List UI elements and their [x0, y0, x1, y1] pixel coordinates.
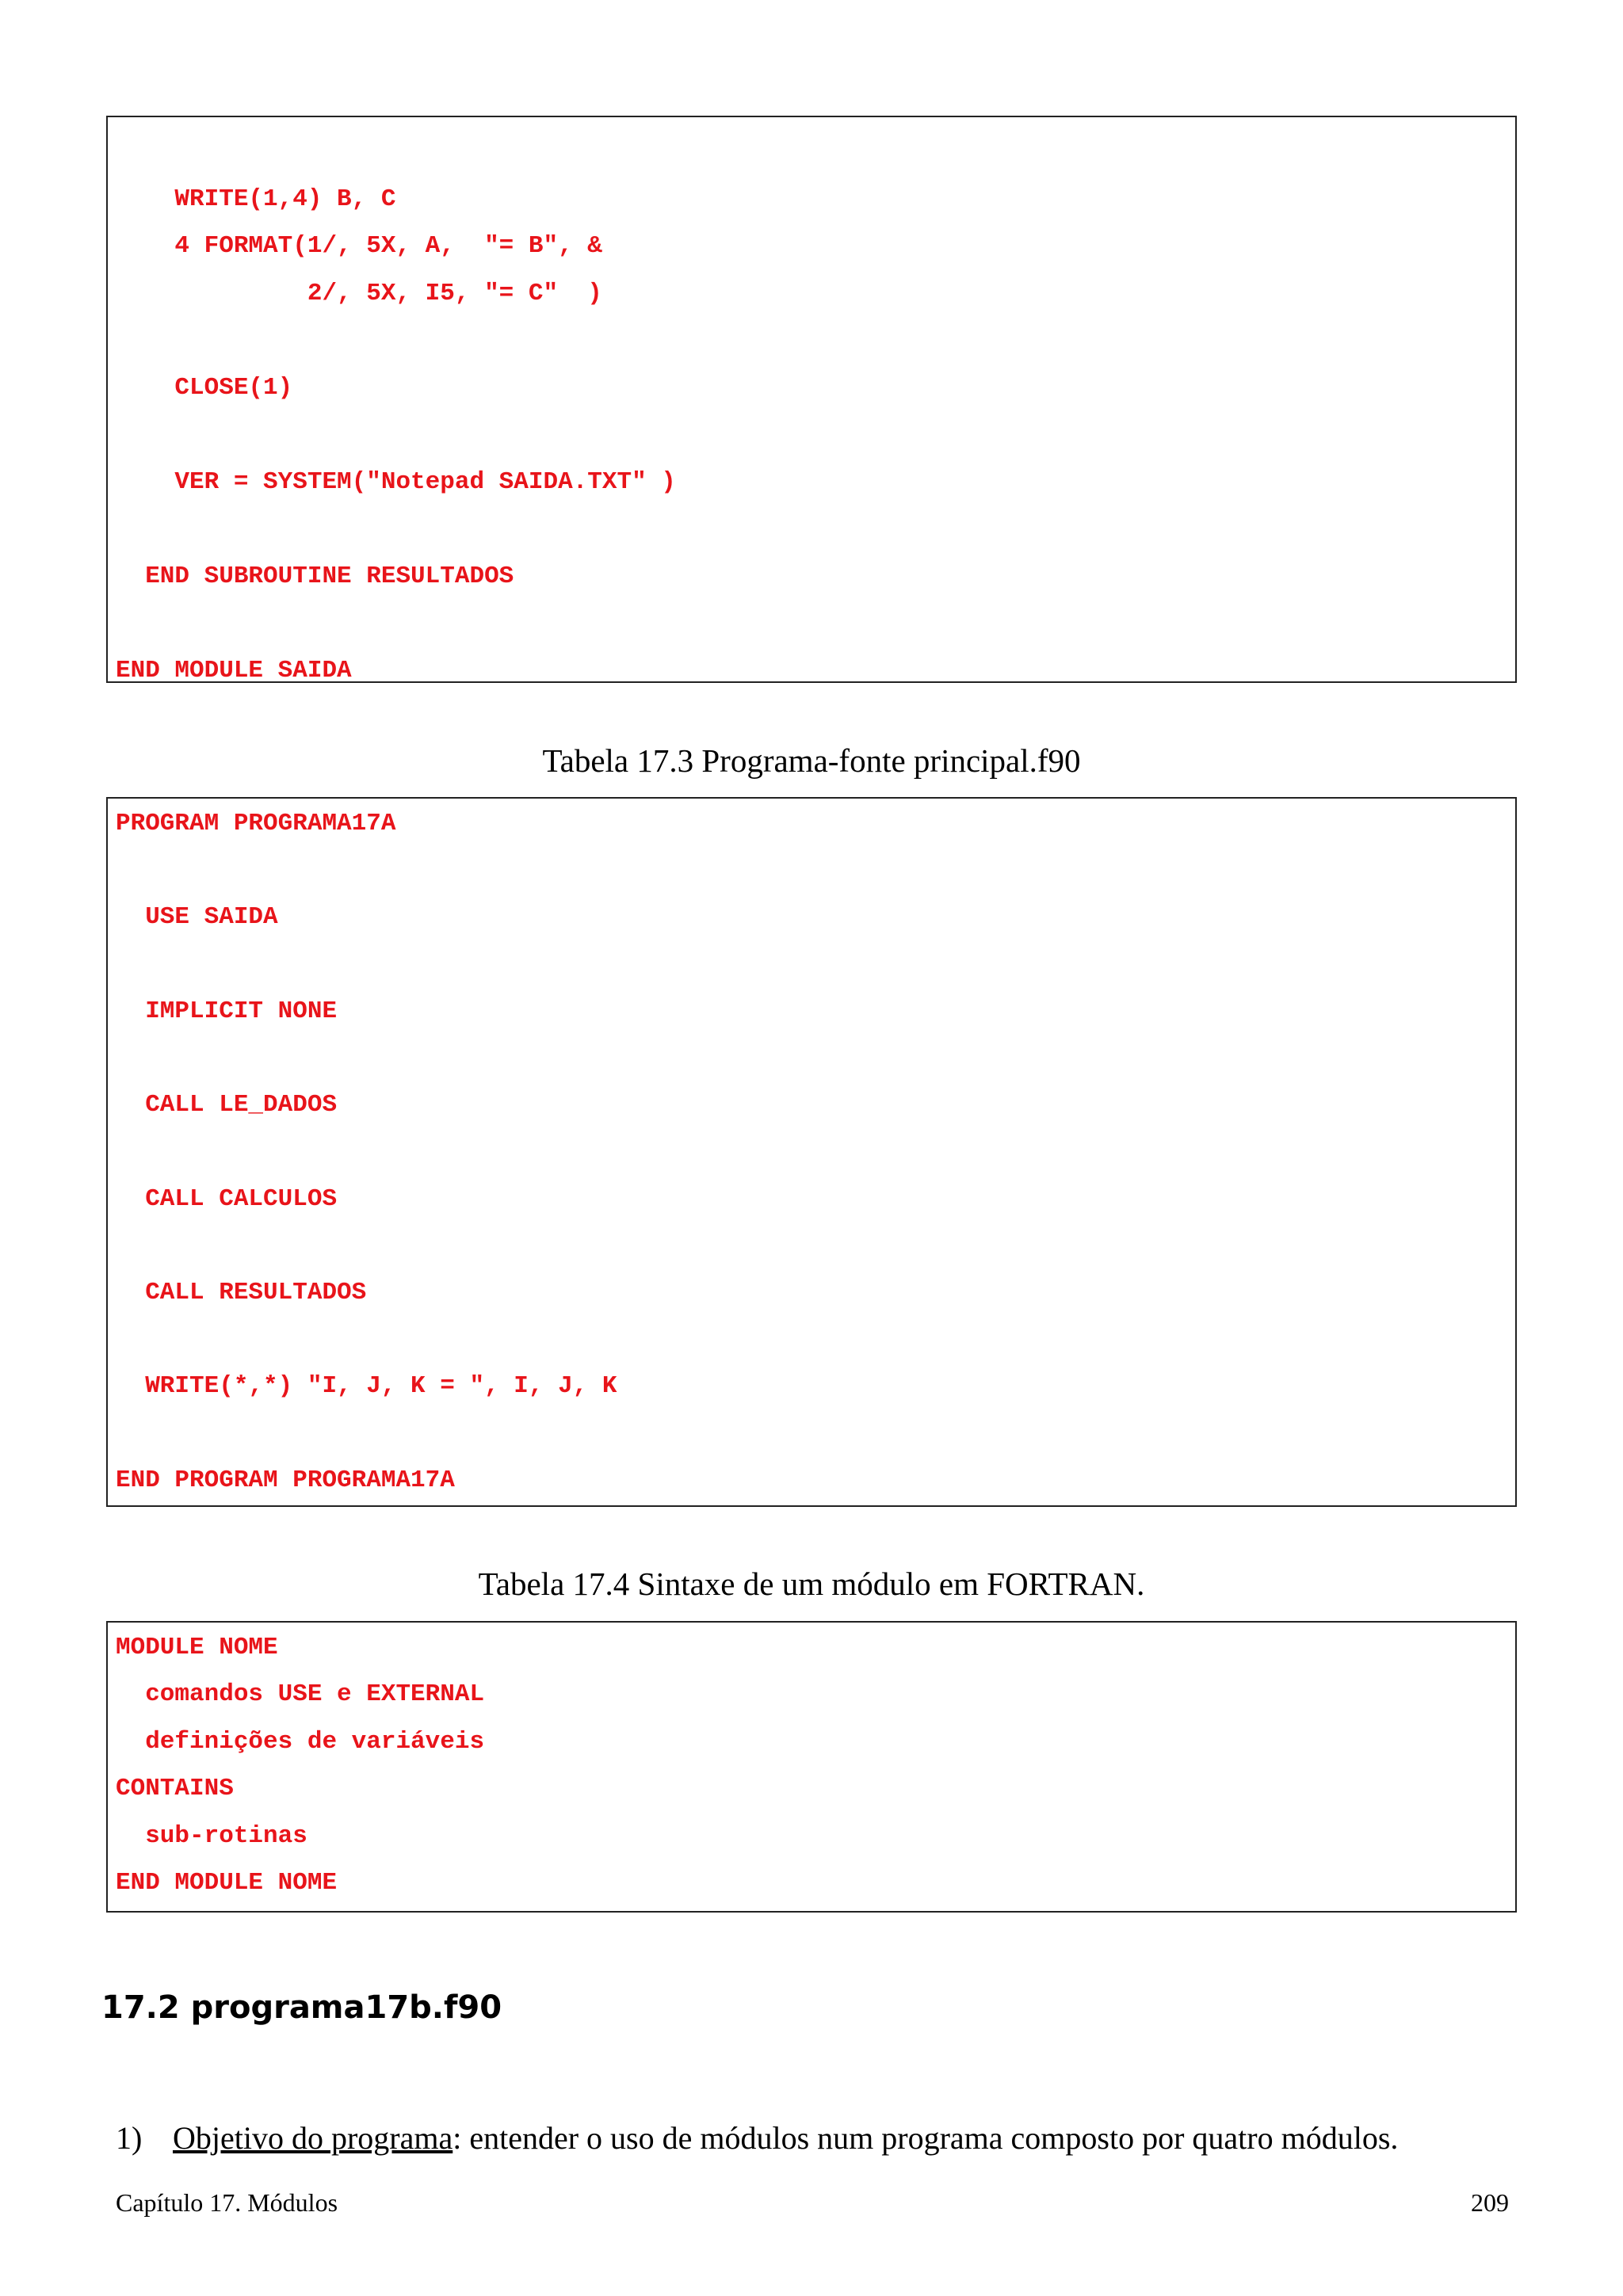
footer-page-number: 209	[1471, 2188, 1509, 2217]
code-box-main-program	[106, 797, 1517, 1507]
list-item-label: Objetivo do programa	[173, 2120, 453, 2156]
footer-chapter: Capítulo 17. Módulos	[116, 2188, 338, 2217]
list-item-text: : entender o uso de módulos num programa composto por quatro módulos.	[453, 2120, 1399, 2156]
table-caption-17-4: Tabela 17.4 Sintaxe de um módulo em FORTRAN.	[478, 1566, 1145, 1602]
table-caption-17-3: Tabela 17.3 Programa-fonte principal.f90	[542, 742, 1081, 779]
code-lines: MODULE NOME comandos USE e EXTERNAL definições de variáveis CONTAINS sub-rotinas END MODULE NOME	[116, 1634, 485, 1897]
code-box-saida-module	[106, 116, 1517, 683]
code-box-module-syntax	[106, 1621, 1517, 1913]
section-heading: 17.2 programa17b.f90	[101, 1989, 502, 2026]
code-lines: PROGRAM PROGRAMA17A USE SAIDA IMPLICIT NONE CALL LE_DADOS CALL CALCULOS CALL RESULTADOS WRITE(*,*) "I, J, K = ", I, J, K END PROGRAM PROGRAMA17A	[116, 810, 617, 1494]
code-lines: WRITE(1,4) B, C 4 FORMAT(1/, 5X, A, "= B", & 2/, 5X, I5, "= C" ) CLOSE(1) VER = SYSTEM("Notepad SAIDA.TXT" ) END SUBROUTINE RESULTADOS END MODULE SAIDA	[116, 185, 676, 685]
list-item	[116, 2119, 1398, 2158]
list-item-number: 1)	[116, 2120, 143, 2156]
